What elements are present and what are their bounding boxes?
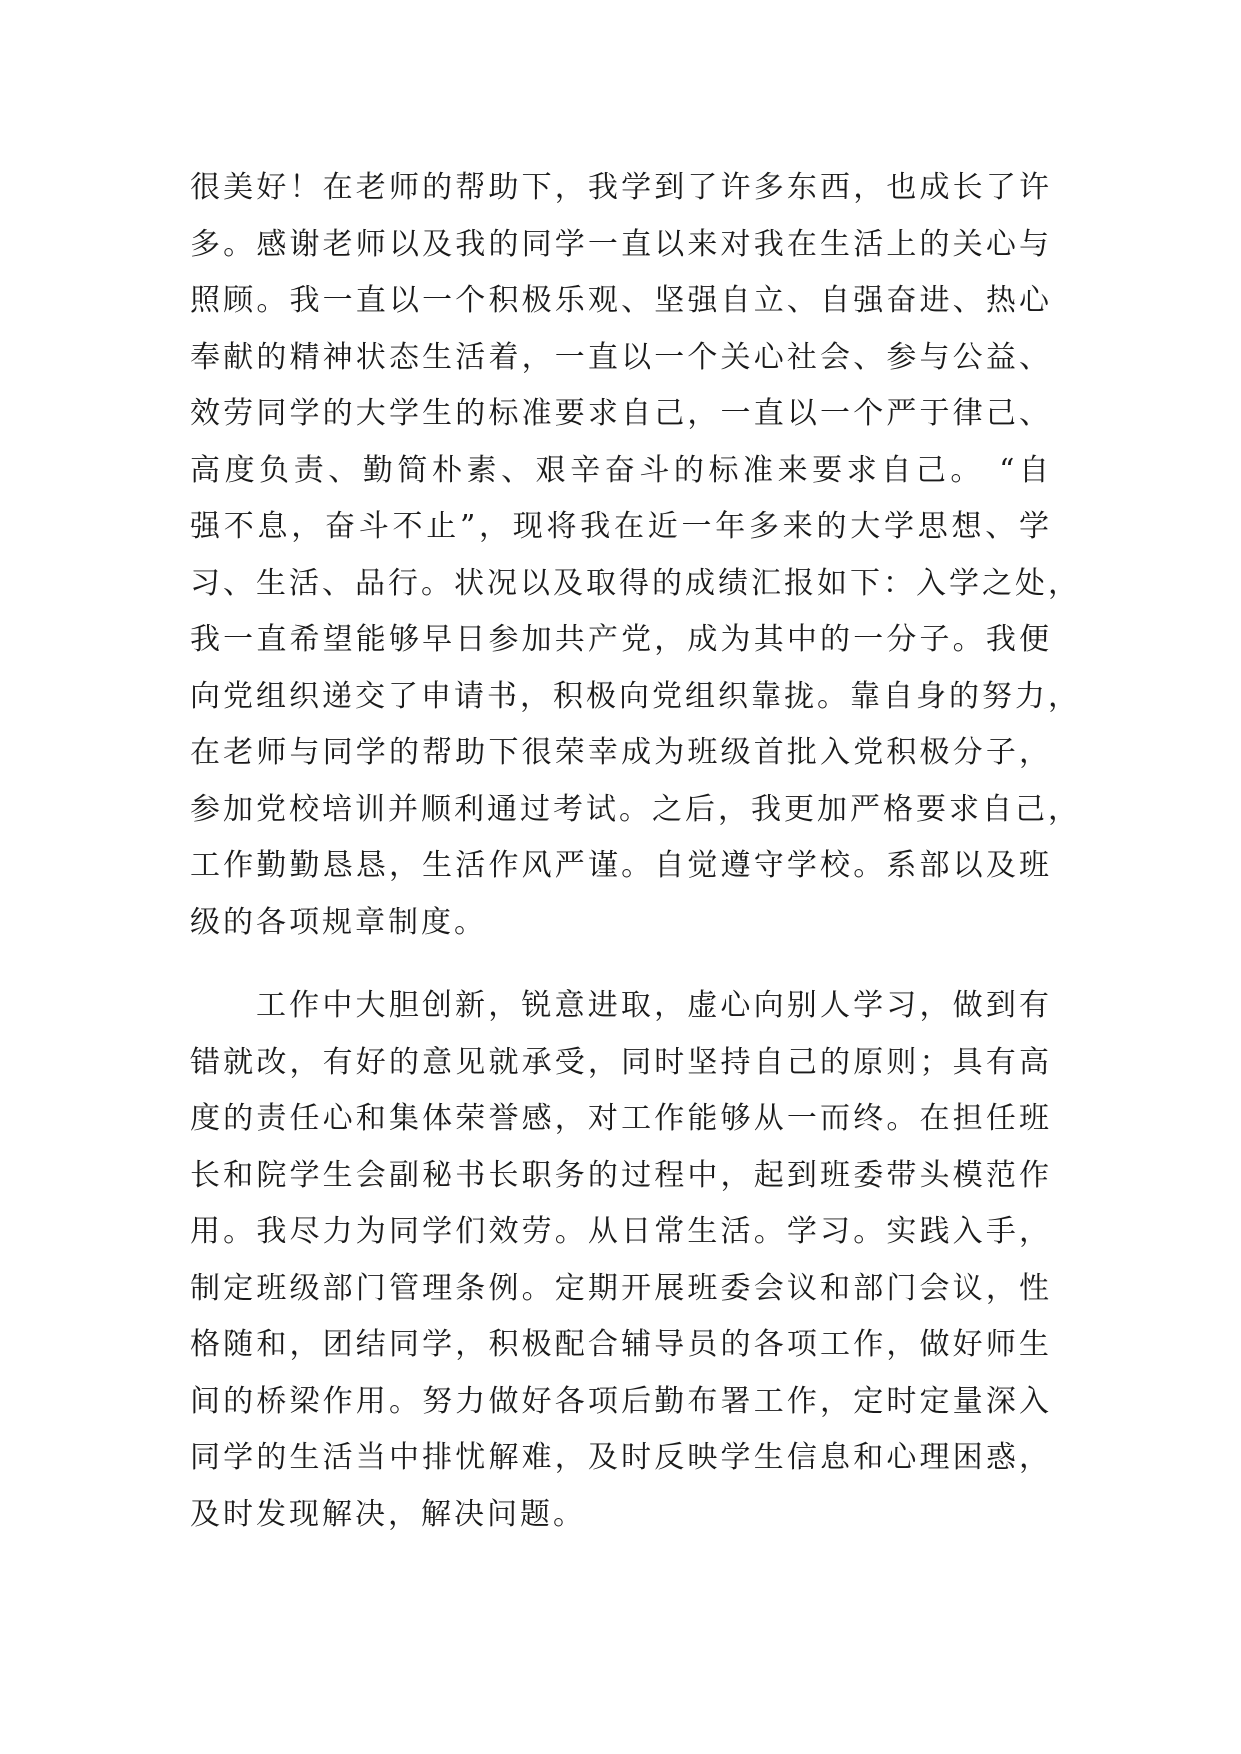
paragraph-line: 我一直希望能够早日参加共产党，成为其中的一分子。我便 [190, 622, 1052, 657]
paragraph-1 [190, 160, 1081, 951]
paragraph-line: 奉献的精神状态生活着，一直以一个关心社会、参与公益、 [190, 339, 1052, 375]
paragraph-line: 长和院学生会副秘书长职务的过程中，起到班委带头模范作 [190, 1157, 1052, 1193]
paragraph-line: 级的各项规章制度。 [190, 904, 487, 940]
paragraph-line: 多。感谢老师以及我的同学一直以来对我在生活上的关心与 [190, 226, 1052, 262]
paragraph-line: 很美好！在老师的帮助下，我学到了许多东西，也成长了许 [190, 170, 1052, 205]
paragraph-line: 习、生活、品行。状况以及取得的成绩汇报如下：入学之处， [190, 565, 1081, 601]
paragraph-line: 错就改，有好的意见就承受，同时坚持自己的原则；具有高 [190, 1044, 1052, 1080]
paragraph-line: 强不息，奋斗不止”，现将我在近一年多来的大学思想、学 [190, 509, 1052, 544]
paragraph-line: 工作中大胆创新，锐意进取，虚心向别人学习，做到有 [256, 988, 1052, 1023]
paragraph-line: 格随和，团结同学，积极配合辅导员的各项工作，做好师生 [190, 1327, 1052, 1362]
paragraph-line: 及时发现解决，解决问题。 [190, 1496, 586, 1532]
paragraph-line: 工作勤勤恳恳，生活作风严谨。自觉遵守学校。系部以及班 [190, 848, 1052, 883]
paragraph-line: 在老师与同学的帮助下很荣幸成为班级首批入党积极分子， [190, 735, 1052, 770]
paragraph-line: 照顾。我一直以一个积极乐观、坚强自立、自强奋进、热心 [190, 283, 1052, 318]
paragraph-line: 效劳同学的大学生的标准要求自己，一直以一个严于律己、 [190, 396, 1052, 431]
paragraph-line: 同学的生活当中排忧解难，及时反映学生信息和心理困惑， [190, 1440, 1052, 1475]
paragraph-line: 参加党校培训并顺利通过考试。之后，我更加严格要求自己， [190, 791, 1081, 827]
paragraph-line: 向党组织递交了申请书，积极向党组织靠拢。靠自身的努力， [190, 678, 1081, 714]
paragraph-line: 度的责任心和集体荣誉感，对工作能够从一而终。在担任班 [190, 1101, 1052, 1136]
paragraph-line: 高度负责、勤简朴素、艰辛奋斗的标准来要求自己。 “自 [190, 452, 1052, 488]
paragraph-line: 间的桥梁作用。努力做好各项后勤布署工作，定时定量深入 [190, 1383, 1052, 1419]
paragraph-2 [190, 978, 1052, 1543]
paragraph-line: 制定班级部门管理条例。定期开展班委会议和部门会议，性 [190, 1270, 1052, 1306]
paragraph-line: 用。我尽力为同学们效劳。从日常生活。学习。实践入手， [190, 1214, 1052, 1249]
